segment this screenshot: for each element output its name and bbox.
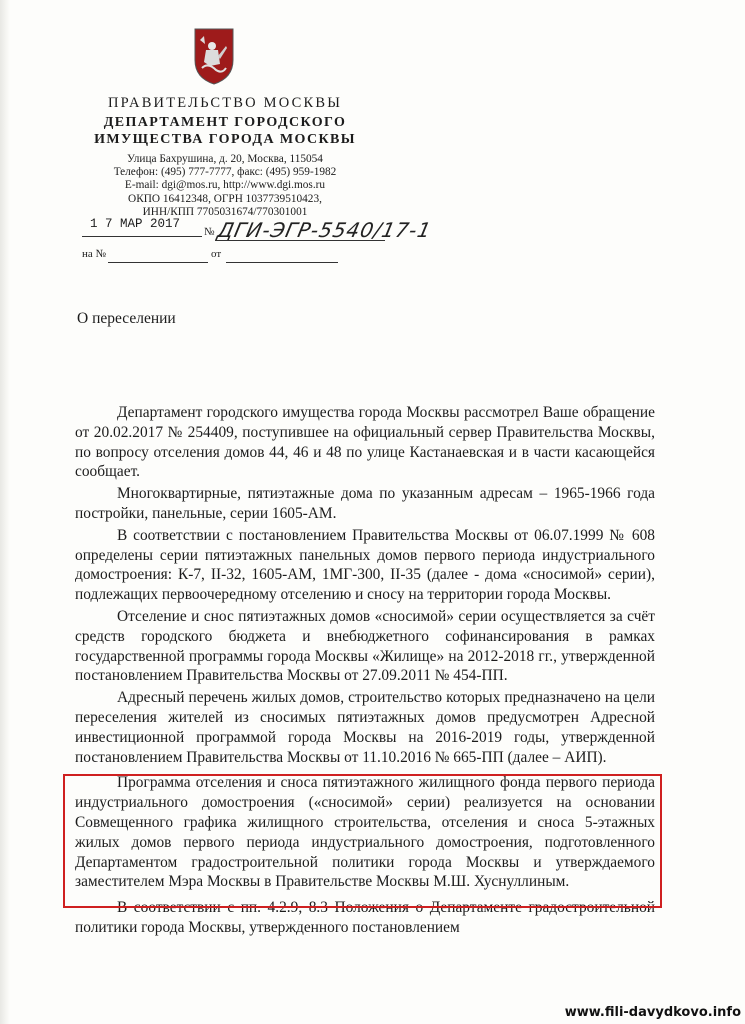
paragraph: Департамент городского имущества города Москвы рассмотрел Ваше обращение от 20.02.2017 № 254409, поступившее на официальный сервер Правительства Москвы, по вопросу отселения домов 44, 46 и 48 по улице Кастанаевская и в части касающейся сообщает. bbox=[75, 404, 655, 481]
phone: Телефон: (495) 777-7777, факс: (495) 959-1982 bbox=[113, 166, 337, 179]
moscow-coat-of-arms-icon bbox=[192, 26, 236, 86]
department-line-1: ДЕПАРТАМЕНТ ГОРОДСКОГО bbox=[103, 115, 347, 130]
paragraph: Адресный перечень жилых домов, строительство которых предназначено на цели переселения жителей из сносимых пятиэтажных домов предусмотрен Адресной инвестиционной программой города Москвы на 2016-2019 годы, утвержденной постановлением Правительства Москвы от 11.10.2016 № 665-ПП (далее – АИП). bbox=[75, 689, 655, 766]
paragraph: В соответствии с постановлением Правительства Москвы от 06.07.1999 № 608 определены серии пятиэтажных панельных домов первого периода индустриального домостроения: К-7, II-32, 1605-АМ, 1МГ-300, II-35 (далее - дома «сносимой» серии), подлежащих первоочередному отселению и сносу на территории города Москвы. bbox=[75, 526, 655, 604]
reply-to-underline bbox=[108, 262, 208, 263]
reply-date-label: от bbox=[211, 248, 222, 260]
scan-edge bbox=[0, 0, 10, 1024]
okpo: ОКПО 16412348, ОГРН 1037739510423, bbox=[128, 192, 322, 205]
highlight-box bbox=[63, 774, 662, 908]
highlighted-paragraph: Программа отселения и сноса пятиэтажного жилищного фонда первого периода индустриального домостроения («сносимой» серии) реализуется на основании Совмещенного графика жилищного строительства, отселения и сноса 5-этажных жилых домов первого периода индустриального домостроения, подготовленного Департаментом градостроительной политики города Москвы и утверждаемого заместителем Мэра Москвы в Правительстве Москвы М.Ш. Хуснуллиным. bbox=[75, 774, 655, 891]
handwritten-registration-number: ДГИ-ЭГР-5540/17-1 bbox=[215, 218, 434, 242]
department-line-2: ИМУЩЕСТВА ГОРОДА МОСКВЫ bbox=[94, 132, 356, 147]
paragraph: В соответствии с пп. 4.2.9, 8.3 Положения о Департаменте градостроительной политики города Москвы, утвержденного постановлением bbox=[75, 899, 655, 936]
site-watermark: www.fili-davydkovo.info bbox=[564, 1005, 741, 1020]
department-contacts bbox=[60, 153, 390, 219]
date-underline bbox=[82, 236, 202, 237]
paragraph: Многоквартирные, пятиэтажные дома по указанным адресам – 1965-1966 года постройки, панельные, серии 1605-АМ. bbox=[75, 485, 655, 522]
inn: ИНН/КПП 7705031674/770301001 bbox=[142, 205, 308, 218]
letter-subject: О переселении bbox=[77, 310, 176, 327]
registration-date-stamp: 1 7 МАР 2017 bbox=[90, 217, 181, 231]
number-underline bbox=[215, 240, 385, 241]
number-prefix: № bbox=[204, 226, 215, 238]
address: Улица Бахрушина, д. 20, Москва, 115054 bbox=[127, 153, 323, 165]
email: E-mail: dgi@mos.ru, http://www.dgi.mos.ru bbox=[124, 179, 326, 192]
government-title: ПРАВИТЕЛЬСТВО МОСКВЫ bbox=[107, 95, 343, 111]
reply-to-label: на № bbox=[82, 248, 107, 260]
reply-date-underline bbox=[226, 262, 338, 263]
paragraph: Отселение и снос пятиэтажных домов «сносимой» серии осуществляется за счёт средств городского бюджета и внебюджетного софинансирования в рамках государственной программы города Москвы «Жилище» на 2012-2018 гг., утвержденной постановлением Правительства Москвы от 27.09.2011 № 454-ПП. bbox=[75, 607, 655, 685]
department-name bbox=[60, 114, 390, 148]
